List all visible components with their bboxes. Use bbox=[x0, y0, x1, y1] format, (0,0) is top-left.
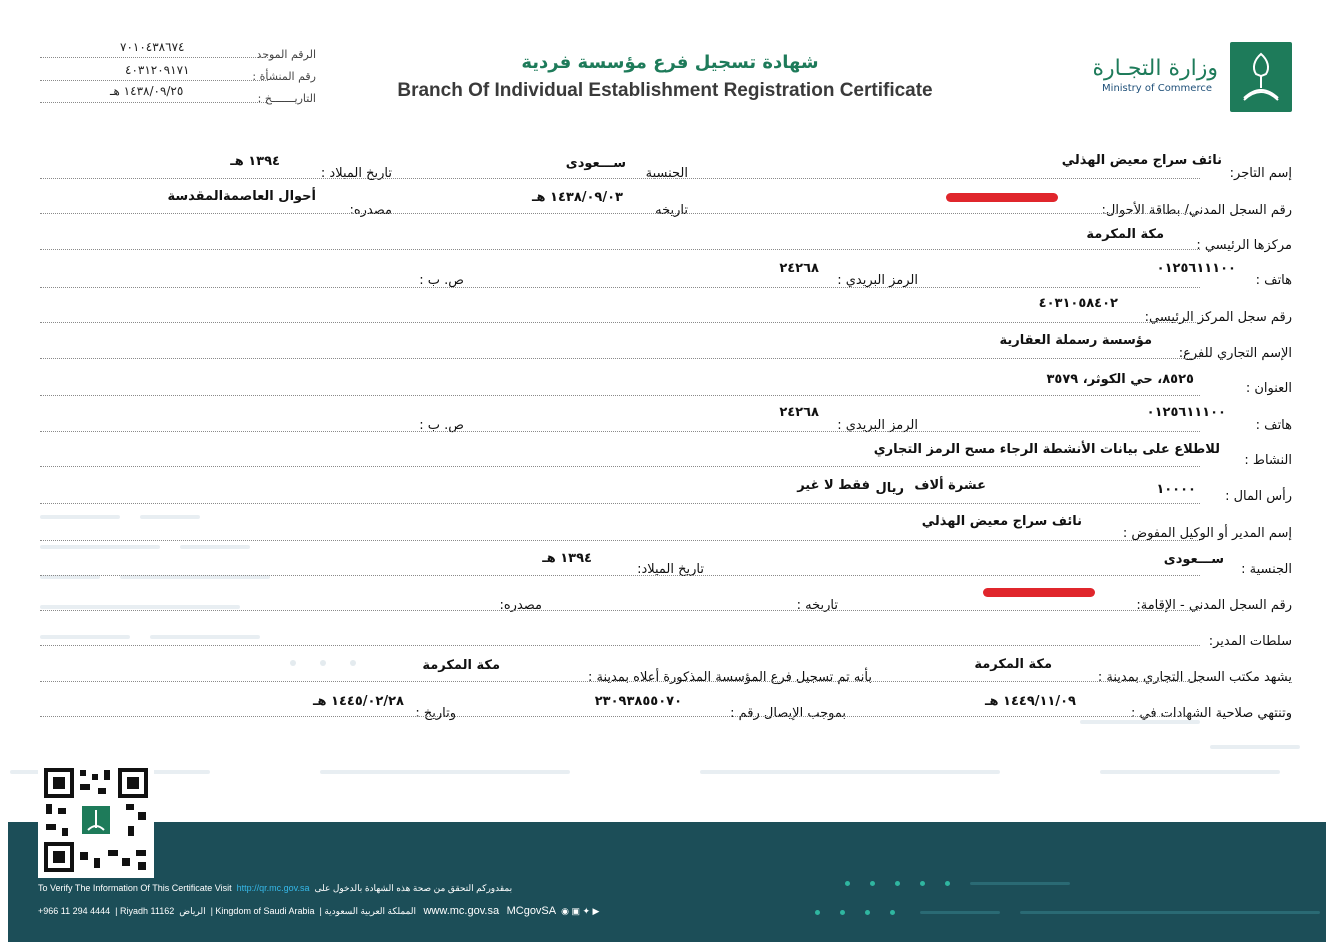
postal-code2-label: الرمز البريدي : bbox=[837, 418, 918, 433]
phone-label: هاتف : bbox=[1255, 273, 1292, 288]
capital-words: عشرة ألاف bbox=[914, 478, 986, 493]
manager-birth: ١٣٩٤ هـ bbox=[542, 551, 592, 566]
divider bbox=[40, 322, 1200, 323]
qr-code-icon[interactable] bbox=[38, 762, 154, 878]
certificate-title-en: Branch Of Individual Establishment Registration Certificate bbox=[397, 80, 933, 101]
birth-date-label: تاريخ الميلاد : bbox=[320, 166, 392, 181]
manager-civil-label: رقم السجل المدني - الإقامة: bbox=[1136, 598, 1292, 613]
phone2: ٠١٢٥٦١١١٠٠ bbox=[1146, 405, 1226, 420]
divider bbox=[40, 503, 1200, 504]
certificate-date: ١٤٣٨/٠٩/٢٥ هـ bbox=[110, 84, 184, 98]
divider bbox=[40, 681, 1200, 682]
po-box-label: ص. ب : bbox=[419, 273, 464, 288]
civil-id-source: أحوال العاصمةالمقدسة bbox=[167, 189, 316, 204]
civil-id-date: ١٤٣٨/٠٩/٠٣ هـ bbox=[532, 190, 623, 205]
main-cr-label: رقم سجل المركز الرئيسي: bbox=[1144, 310, 1292, 325]
capital-label: رأس المال : bbox=[1225, 489, 1292, 504]
divider bbox=[40, 287, 1200, 288]
divider bbox=[40, 102, 268, 103]
expiry-date: ١٤٤٩/١١/٠٩ هـ bbox=[985, 694, 1076, 709]
receipt-date-label: وتاريخ : bbox=[415, 706, 456, 721]
manager-name-label: إسم المدير أو الوكيل المفوض : bbox=[1122, 526, 1292, 541]
postal-code: ٢٤٢٦٨ bbox=[779, 261, 819, 276]
divider bbox=[40, 57, 268, 58]
manager-birth-label: تاريخ الميلاد: bbox=[637, 562, 704, 577]
divider bbox=[40, 716, 1200, 717]
social-icons[interactable]: ◉ ▣ ✦ ▶ bbox=[561, 906, 600, 916]
registered-label: بأنه تم تسجيل فرع المؤسسة المذكورة أعلاه بمدينة : bbox=[588, 670, 872, 685]
footer-social[interactable]: MCgovSA bbox=[506, 905, 557, 917]
certifies-label: يشهد مكتب السجل التجاري بمدينة : bbox=[1097, 670, 1292, 685]
nationality-label: الجنسية bbox=[645, 166, 688, 181]
certifies-city: مكة المكرمة bbox=[974, 657, 1052, 672]
postal-code2: ٢٤٢٦٨ bbox=[779, 405, 819, 420]
divider bbox=[40, 213, 1200, 214]
activity: للاطلاع على بيانات الأنشطة الرجاء مسح الرمز التجاري bbox=[873, 442, 1220, 457]
footer-country-en: Kingdom of Saudi Arabia bbox=[215, 906, 315, 916]
divider bbox=[40, 575, 1200, 576]
divider bbox=[40, 645, 1200, 646]
divider bbox=[40, 178, 1200, 179]
receipt-date: ١٤٤٥/٠٢/٢٨ هـ bbox=[313, 694, 404, 709]
manager-name: نائف سراج معيض الهذلي bbox=[921, 514, 1082, 529]
receipt-label: بموجب الإيصال رقم : bbox=[730, 706, 846, 721]
establishment-number-label: رقم المنشأة : bbox=[252, 70, 316, 83]
capital-currency: ريال bbox=[875, 481, 904, 496]
divider bbox=[40, 466, 1200, 467]
postal-code-label: الرمز البريدي : bbox=[837, 273, 918, 288]
footer-city-ar: الرياض bbox=[179, 906, 206, 916]
certificate-title-ar: شهادة تسجيل فرع مؤسسة فردية bbox=[521, 52, 819, 73]
redaction-mark bbox=[983, 588, 1095, 597]
footer-city-en: Riyadh 11162 bbox=[120, 906, 175, 916]
ministry-name-ar: وزارة التجـارة bbox=[1092, 56, 1218, 81]
civil-id-label: رقم السجل المدني/ بطاقة الأحوال: bbox=[1101, 203, 1292, 218]
manager-nationality-label: الجنسية : bbox=[1241, 562, 1292, 577]
capital-only: فقط لا غير bbox=[797, 478, 870, 493]
verify-text-ar: بمقدوركم التحقق من صحة هذه الشهادة بالدخول على bbox=[314, 883, 513, 893]
manager-powers-label: سلطات المدير: bbox=[1208, 634, 1292, 649]
footer-phone: +966 11 294 4444 bbox=[38, 906, 111, 916]
ministry-emblem-icon bbox=[1230, 42, 1292, 112]
receipt-number: ٢٣٠٩٣٨٥٥٠٧٠ bbox=[594, 694, 682, 709]
divider bbox=[40, 80, 268, 81]
divider bbox=[40, 358, 1200, 359]
verify-link[interactable]: http://qr.mc.gov.sa bbox=[236, 883, 310, 893]
divider bbox=[40, 249, 1200, 250]
footer-band bbox=[8, 822, 1326, 942]
civil-id-source-label: مصدره: bbox=[349, 203, 392, 218]
registered-city: مكة المكرمة bbox=[422, 658, 500, 673]
footer-country-ar: المملكة العربية السعودية bbox=[324, 906, 416, 916]
address-label: العنوان : bbox=[1245, 381, 1292, 396]
main-center-label: مركزها الرئيسي : bbox=[1196, 238, 1292, 253]
phone: ٠١٢٥٦١١١٠٠ bbox=[1156, 261, 1236, 276]
birth-date: ١٣٩٤ هـ bbox=[230, 154, 280, 169]
address: ٨٥٢٥، حي الكوثر، ٣٥٧٩ bbox=[1046, 372, 1194, 387]
unified-number: ٧٠١٠٤٣٨٦٧٤ bbox=[120, 40, 185, 54]
activity-label: النشاط : bbox=[1244, 453, 1292, 468]
divider bbox=[40, 610, 1200, 611]
divider bbox=[40, 540, 1200, 541]
manager-nationality: ســـعودى bbox=[1163, 552, 1224, 567]
main-cr: ٤٠٣١٠٥٨٤٠٢ bbox=[1038, 296, 1118, 311]
divider bbox=[40, 395, 1200, 396]
phone2-label: هاتف : bbox=[1255, 418, 1292, 433]
establishment-number: ٤٠٣١٢٠٩١٧١ bbox=[125, 63, 190, 77]
po-box2-label: ص. ب : bbox=[419, 418, 464, 433]
manager-civil-date-label: تاريخه : bbox=[796, 598, 838, 613]
capital: ١٠٠٠٠ bbox=[1156, 482, 1196, 497]
verify-text-en: To Verify The Information Of This Certificate Visit bbox=[38, 883, 232, 893]
redaction-mark bbox=[946, 193, 1058, 202]
merchant-name-label: إسم التاجر: bbox=[1229, 166, 1292, 181]
merchant-name: نائف سراج معيض الهذلي bbox=[1061, 153, 1222, 168]
unified-number-label: الرقم الموحد bbox=[256, 48, 316, 61]
manager-civil-source-label: مصدره: bbox=[499, 598, 542, 613]
footer-website[interactable]: www.mc.gov.sa bbox=[423, 905, 500, 917]
divider bbox=[40, 431, 1200, 432]
branch-trade-name-label: الإسم التجاري للفرع: bbox=[1178, 346, 1292, 361]
main-center: مكة المكرمة bbox=[1086, 227, 1164, 242]
ministry-name-en: Ministry of Commerce bbox=[1102, 83, 1212, 94]
civil-id-date-label: تاريخه bbox=[655, 203, 688, 218]
date-label: التاريـــــــخ : bbox=[257, 92, 316, 105]
expiry-label: وتنتهي صلاحية الشهادات في : bbox=[1130, 706, 1292, 721]
nationality: ســـعودى bbox=[565, 156, 626, 171]
branch-trade-name: مؤسسة رسملة العقارية bbox=[999, 333, 1152, 348]
